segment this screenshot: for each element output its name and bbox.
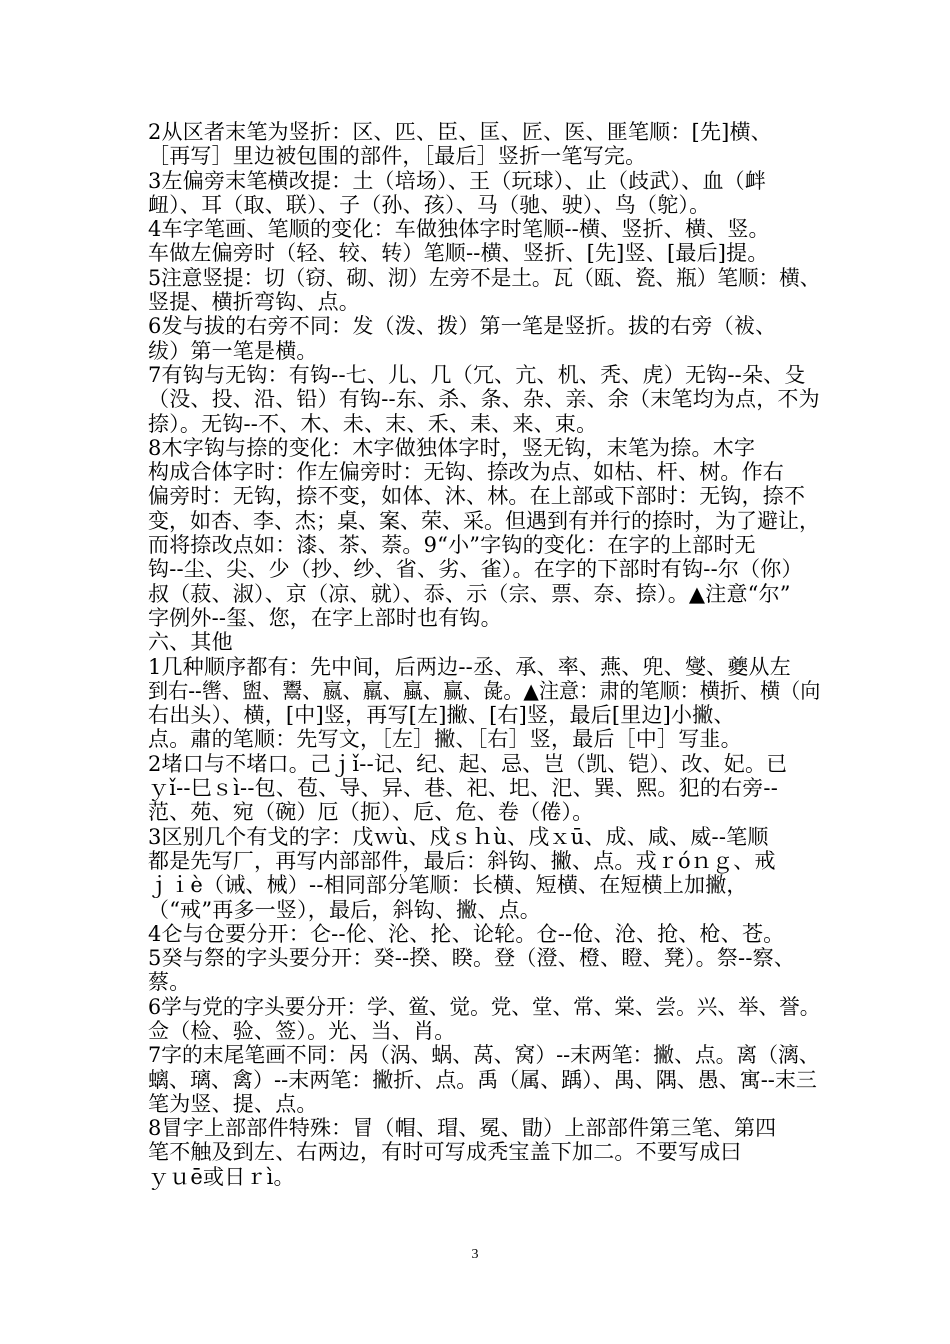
text-line: （没、投、沿、铅）有钩--东、杀、条、杂、亲、余（末笔均为点，不为 (148, 387, 820, 412)
text-line: 范、苑、宛（碗）厄（扼）、卮、危、卷（倦）。 (148, 800, 594, 825)
text-line: 衄）、耳（取、联）、子（孙、孩）、马（驰、驶）、鸟（鸵）。 (148, 192, 711, 217)
text-line: 8冒字上部部件特殊：冒（帽、瑁、冕、勖）上部部件第三笔、第四 (148, 1116, 777, 1141)
text-line: 4仑与仓要分开：仑--伦、沦、抡、论轮。仓--伧、沧、抢、枪、苍。 (148, 921, 785, 946)
text-line: 绂）第一笔是横。 (148, 338, 318, 363)
text-line: 构成合体字时：作左偏旁时：无钩、捺改为点、如枯、杆、树。作右 (148, 460, 784, 485)
page-number: 3 (471, 1247, 479, 1262)
text-line: 3区别几个有戈的字：戊ｗù、戍ｓｈù、戌ｘū、成、咸、威--笔顺 (148, 824, 769, 849)
text-line: 5癸与祭的字头要分开：癸--揆、睽。登（澄、橙、瞪、凳）。祭--察、 (148, 946, 796, 971)
text-line: ｊｉè（诫、械）--相同部分笔顺：长横、短横、在短横上加撇， (148, 873, 748, 898)
text-line: 叔（菽、淑）、京（凉、就）、忝、示（宗、票、奈、捺）。▲注意“尔” (148, 581, 791, 606)
text-line: 2堵口与不堵口。己ｊǐ--记、纪、起、忌、岂（凯、铠）、改、妃。已 (148, 751, 788, 776)
text-line: 车做左偏旁时（轻、较、转）笔顺--横、竖折、[先]竖、[最后]提。 (148, 241, 769, 266)
text-line: 偏旁时：无钩，捺不变，如体、沐、林。在上部或下部时：无钩，捺不 (148, 484, 806, 509)
text-line: 7字的末尾笔画不同：呙（涡、蜗、莴、窝）--末两笔：撇、点。离（漓、 (148, 1043, 820, 1068)
text-line: 8木字钩与捺的变化：木字做独体字时，竖无钩，末笔为捺。木字 (148, 435, 756, 460)
text-line: 笔为竖、提、点。 (148, 1091, 318, 1116)
text-line: 字例外--玺、您，在字上部时也有钩。 (148, 605, 502, 630)
text-line: 右出头）、横，[中]竖，再写[左]撇、[右]竖，最后[里边]小撇、 (148, 703, 735, 728)
text-line: 捺）。无钩--不、木、未、末、禾、耒、来、束。 (148, 411, 598, 436)
text-line: 2从区者末笔为竖折：区、匹、臣、匡、匠、医、匪笔顺：[先]横、 (148, 120, 772, 144)
text-line: 六、其他 (148, 630, 233, 655)
text-line: 点。肅的笔顺：先写文，［左］撇、［右］竖，最后［中］写韭。 (148, 727, 742, 752)
text-line: ［再写］里边被包围的部件，［最后］竖折一笔写完。 (148, 144, 647, 169)
text-line: 笔不触及到左、右两边，有时可写成秃宝盖下加二。不要写成曰 (148, 1140, 742, 1165)
text-line: 到右--辔、盥、鬻、嬴、羸、蠃、赢、彘。▲注意：肃的笔顺：横折、横（向 (148, 678, 821, 703)
text-line: 佥（检、验、签）。光、当、肖。 (148, 1018, 456, 1043)
text-line: 6发与拔的右旁不同：发（泼、拨）第一笔是竖折。拔的右旁（袚、 (148, 314, 777, 339)
document-body (148, 120, 820, 1189)
text-line: 都是先写厂，再写内部部件，最后：斜钩、撇、点。戎ｒóｎｇ、戒 (148, 848, 776, 873)
text-line: 钩--尘、尖、少（抄、纱、省、劣、雀）。在字的下部时有钩--尔（你） (148, 557, 803, 582)
text-line: ｙǐ--巳ｓì--包、苞、导、异、巷、祀、圯、汜、巽、熙。犯的右旁-- (148, 776, 779, 801)
text-line: （“戒”再多一竖），最后，斜钩、撇、点。 (148, 897, 541, 922)
text-line: 竖提、横折弯钩、点。 (148, 290, 360, 315)
text-line: 而将捺改点如：漆、茶、萘。9“小”字钩的变化：在字的上部时无 (148, 533, 756, 558)
text-line: 3左偏旁末笔横改提：土（培场）、王（玩球）、止（歧武）、血（衅 (148, 168, 767, 193)
text-line: 1几种顺序都有：先中间，后两边--丞、承、率、燕、兜、燮、夔从左 (148, 654, 791, 679)
text-line: 6学与党的字头要分开：学、鲎、觉。党、堂、常、棠、尝。兴、举、誉。 (148, 994, 821, 1019)
text-line: 螭、璃、禽）--末两笔：撇折、点。禹（属、踽）、禺、隅、愚、寓--末三 (148, 1067, 817, 1092)
text-line: ｙｕē或日ｒì。 (148, 1164, 295, 1189)
text-line: 5注意竖提：切（窃、砌、沏）左旁不是土。瓦（瓯、瓷、瓶）笔顺：横、 (148, 265, 821, 290)
text-line: 变，如杏、李、杰；桌、案、荣、采。但遇到有并行的捺时，为了避让， (148, 508, 820, 533)
text-line: 蔡。 (148, 970, 191, 995)
text-line: 7有钩与无钩：有钩--七、儿、几（冗、亢、机、秃、虎）无钩--朵、殳 (148, 362, 806, 387)
text-line: 4车字笔画、笔顺的变化：车做独体字时笔顺--横、竖折、横、竖。 (148, 217, 770, 242)
